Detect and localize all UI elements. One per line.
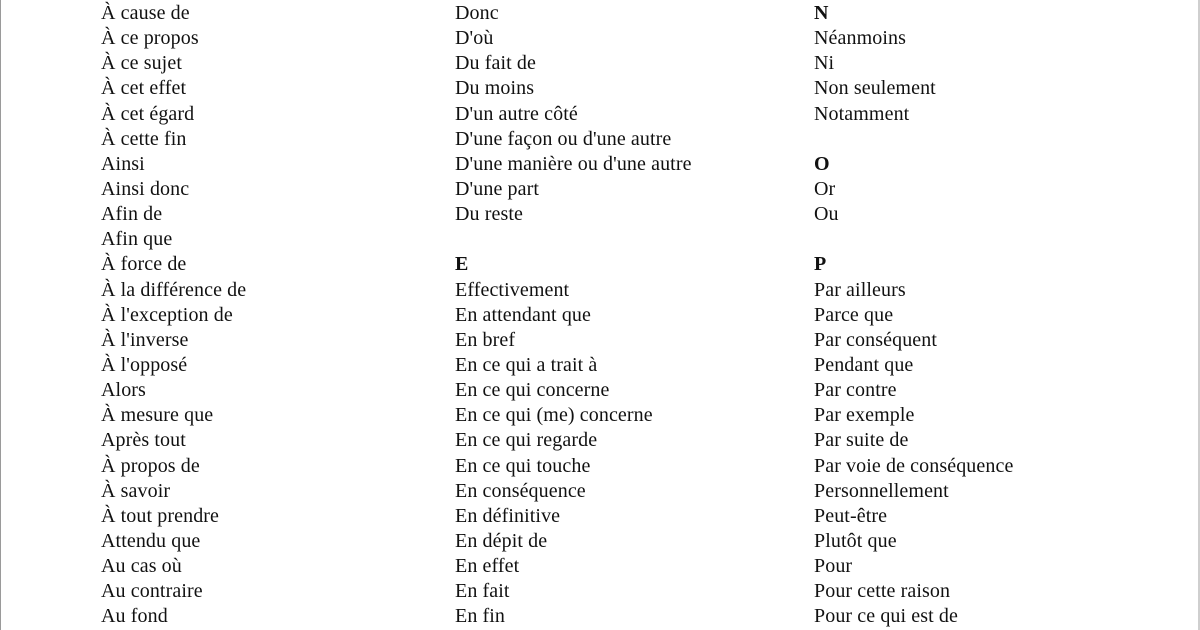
connector-phrase: Par exemple <box>814 404 915 427</box>
connector-phrase: À mesure que <box>101 404 214 427</box>
letter-heading: N <box>814 2 829 24</box>
connector-phrase: Ou <box>814 203 839 226</box>
connector-phrase: Par conséquent <box>814 328 938 351</box>
connector-phrase: Après tout <box>101 429 186 452</box>
connector-phrase: Néanmoins <box>814 27 906 50</box>
column-2 <box>455 1 692 630</box>
blank-line <box>455 227 692 252</box>
connector-phrase: Du fait de <box>455 52 536 75</box>
connector-phrase: À ce sujet <box>101 52 182 75</box>
connector-phrase: Alors <box>101 379 146 402</box>
connector-phrase: Ainsi donc <box>101 177 190 200</box>
connector-phrase: Plutôt que <box>814 529 897 552</box>
connector-phrase: Par ailleurs <box>814 278 906 301</box>
connector-phrase: Au cas où <box>101 555 182 578</box>
connector-phrase: Or <box>814 177 836 200</box>
connector-phrase: En ce qui regarde <box>455 429 598 452</box>
connector-phrase: À force de <box>101 253 187 276</box>
connector-phrase: Effectivement <box>455 278 570 301</box>
connector-phrase: En effet <box>455 555 520 578</box>
column-3 <box>814 1 1013 630</box>
connector-phrase: En ce qui a trait à <box>455 353 598 376</box>
letter-heading: E <box>455 253 469 276</box>
connector-phrase: Afin que <box>101 228 173 251</box>
connector-phrase: Parce que <box>814 303 894 326</box>
connector-phrase: D'une façon ou d'une autre <box>455 127 672 150</box>
connector-phrase: À tout prendre <box>101 504 220 527</box>
connector-phrase: En fin <box>455 605 506 628</box>
connector-phrase: Ainsi <box>101 152 145 175</box>
connector-phrase: D'une part <box>455 177 540 200</box>
connector-phrase: À cause de <box>101 2 190 24</box>
connector-phrase: En dépit de <box>455 529 548 552</box>
blank-line <box>814 127 1013 152</box>
connector-phrase: Pendant que <box>814 353 914 376</box>
connector-phrase: Au contraire <box>101 580 203 603</box>
connector-phrase: Du reste <box>455 203 523 226</box>
connector-phrase: En bref <box>455 328 516 351</box>
connector-phrase: D'un autre côté <box>455 102 578 125</box>
connector-phrase: À propos de <box>101 454 200 477</box>
connector-phrase: D'où <box>455 27 494 50</box>
connector-phrase: À l'exception de <box>101 303 233 326</box>
connector-phrase: En définitive <box>455 504 561 527</box>
connector-phrase: Notamment <box>814 102 910 125</box>
connector-phrase: Par contre <box>814 379 897 402</box>
connector-phrase: Pour ce qui est de <box>814 605 958 628</box>
connector-phrase: Personnellement <box>814 479 949 502</box>
connector-phrase: En fait <box>455 580 510 603</box>
connector-phrase: À cet égard <box>101 102 195 125</box>
connector-phrase: Du moins <box>455 77 535 100</box>
connector-phrase: Donc <box>455 2 499 24</box>
connector-phrase: En ce qui concerne <box>455 379 610 402</box>
connector-phrase: Par voie de conséquence <box>814 454 1014 477</box>
connector-phrase: À ce propos <box>101 27 199 50</box>
connector-phrase: À cet effet <box>101 77 187 100</box>
connector-phrase: Par suite de <box>814 429 909 452</box>
connector-phrase: En attendant que <box>455 303 591 326</box>
column-1 <box>101 1 246 630</box>
connector-phrase: D'une manière ou d'une autre <box>455 152 692 175</box>
connector-phrase: À cette fin <box>101 127 187 150</box>
connector-phrase: Peut-être <box>814 504 888 527</box>
connector-phrase: Pour cette raison <box>814 580 951 603</box>
connector-phrase: Ni <box>814 52 835 75</box>
connector-phrase: Non seulement <box>814 77 936 100</box>
letter-heading: P <box>814 253 827 276</box>
connector-phrase: En conséquence <box>455 479 586 502</box>
connector-phrase: Attendu que <box>101 529 201 552</box>
connector-phrase: En ce qui (me) concerne <box>455 404 653 427</box>
connector-phrase: Afin de <box>101 203 163 226</box>
connector-phrase: À l'inverse <box>101 328 189 351</box>
letter-heading: O <box>814 152 830 175</box>
connector-phrase: À la différence de <box>101 278 247 301</box>
connector-phrase: À l'opposé <box>101 353 188 376</box>
connector-phrase: En ce qui touche <box>455 454 591 477</box>
connector-phrase: Pour <box>814 555 853 578</box>
blank-line <box>814 227 1013 252</box>
connector-phrase: À savoir <box>101 479 171 502</box>
connector-phrase: Au fond <box>101 605 168 628</box>
